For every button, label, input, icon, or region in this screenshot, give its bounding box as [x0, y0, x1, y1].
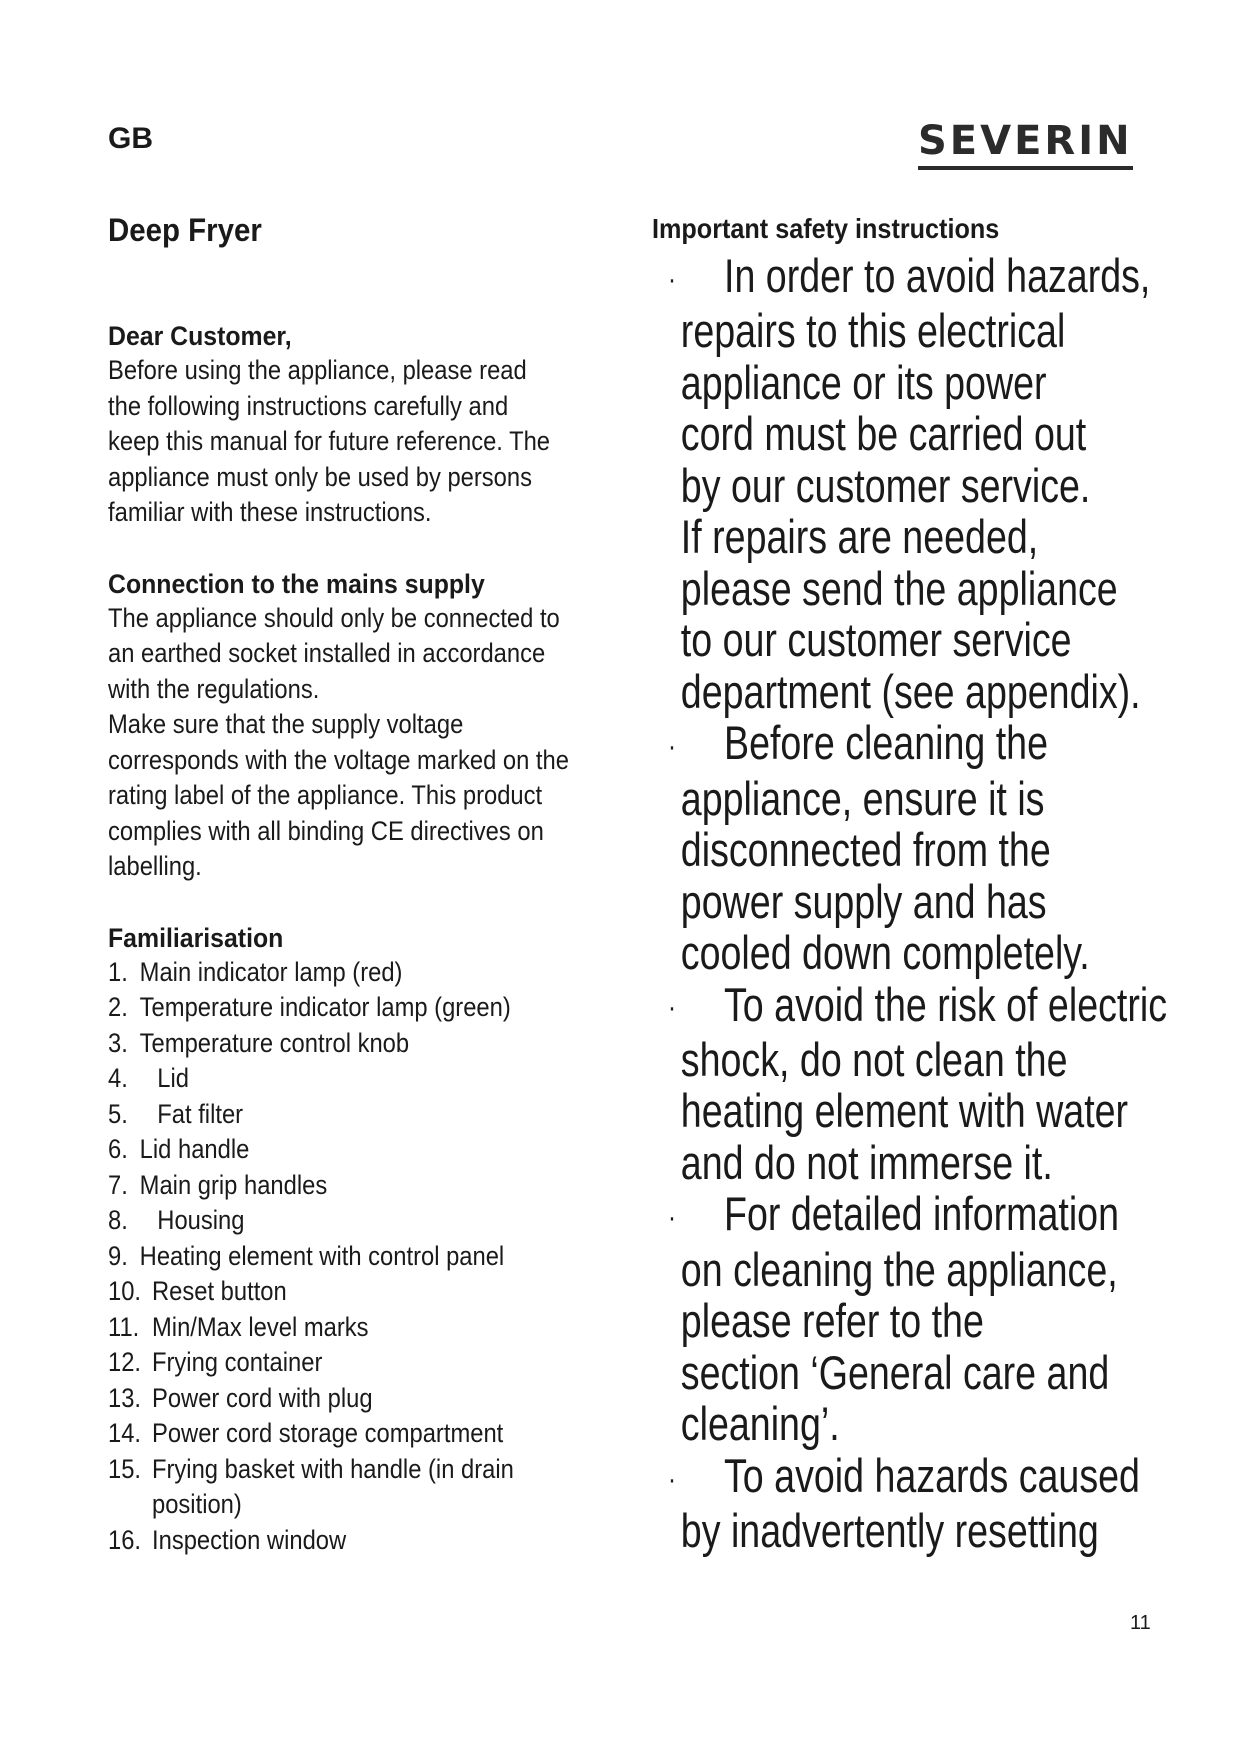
safety-heading: Important safety instructions — [652, 213, 1000, 244]
safety-bullet — [652, 1188, 1212, 1449]
bullet-line: To avoid hazards caused — [724, 1448, 1140, 1502]
list-item — [108, 1168, 636, 1204]
item-number: 16. — [108, 1524, 142, 1555]
item-text: Lid — [157, 1063, 189, 1093]
list-item — [108, 1274, 636, 1310]
item-number: 11. — [108, 1311, 140, 1342]
item-number: 2. — [108, 992, 128, 1022]
item-text: position) — [152, 1489, 242, 1519]
bullet-line: on cleaning the appliance, — [680, 1242, 1118, 1296]
bullet-line: section ‘General care and — [680, 1345, 1110, 1399]
parts-list — [108, 955, 636, 1559]
safety-bullet — [652, 1450, 1212, 1557]
text-line: familiar with these instructions. — [108, 497, 432, 527]
bullet-line: If repairs are needed, — [680, 510, 1039, 564]
item-text: Main grip handles — [139, 1169, 328, 1200]
item-number: 5. — [108, 1098, 128, 1129]
bullet-line: cord must be carried out — [680, 407, 1087, 461]
item-text: Reset button — [152, 1276, 287, 1306]
item-number: 14. — [108, 1418, 142, 1448]
bullet-line: shock, do not clean the — [680, 1032, 1068, 1086]
bullet-line: To avoid the risk of electric — [724, 977, 1168, 1031]
bullet-line: by our customer service. — [680, 458, 1091, 512]
list-item — [108, 1345, 636, 1381]
item-text: Inspection window — [152, 1524, 347, 1555]
bullet-icon: · — [668, 1462, 676, 1496]
text-line: labelling. — [108, 851, 202, 881]
text-line: rating label of the appliance. This product — [108, 780, 543, 810]
list-item — [108, 1203, 636, 1239]
text-line: The appliance should only be connected to — [108, 602, 560, 633]
item-number: 15. — [108, 1453, 142, 1484]
list-item — [108, 1132, 636, 1168]
bullet-line: Before cleaning the — [724, 716, 1049, 770]
safety-bullet — [652, 979, 1212, 1189]
item-number — [108, 1487, 152, 1523]
text-line: keep this manual for future reference. The — [108, 426, 551, 456]
bullet-line: and do not immerse it. — [680, 1135, 1053, 1189]
item-text: Heating element with control panel — [139, 1240, 505, 1271]
list-item — [108, 990, 636, 1026]
text-line: with the regulations. — [108, 673, 320, 704]
brand-logo: SEVERIN — [918, 120, 1133, 170]
text-line: the following instructions carefully and — [108, 390, 509, 421]
bullet-line: For detailed information — [724, 1187, 1120, 1241]
greeting-heading: Dear Customer, — [108, 321, 292, 351]
bullet-line: disconnected from the — [680, 823, 1051, 877]
intro-paragraph — [108, 353, 636, 531]
item-number: 6. — [108, 1134, 128, 1164]
item-text: Power cord with plug — [152, 1382, 373, 1413]
safety-bullet — [652, 250, 1212, 717]
bullet-line: cleaning’. — [680, 1397, 840, 1451]
bullet-icon: · — [668, 730, 676, 764]
bullet-line: In order to avoid hazards, — [724, 249, 1151, 302]
bullet-line: please refer to the — [680, 1294, 984, 1348]
bullet-line: please send the appliance — [680, 561, 1118, 615]
item-text: Min/Max level marks — [152, 1311, 369, 1342]
right-column — [652, 212, 1212, 1557]
text-line: Make sure that the supply voltage — [108, 709, 464, 739]
bullet-line: by inadvertently resetting — [680, 1504, 1099, 1558]
item-number: 1. — [108, 956, 128, 987]
bullet-line: appliance or its power — [680, 355, 1047, 409]
bullet-line: repairs to this electrical — [680, 304, 1066, 358]
item-number: 3. — [108, 1027, 128, 1058]
bullet-line: to our customer service — [680, 613, 1072, 667]
item-text: Temperature control knob — [139, 1027, 410, 1058]
bullet-icon: · — [668, 1201, 676, 1235]
item-number: 13. — [108, 1382, 142, 1413]
text-line: Before using the appliance, please read — [108, 355, 527, 385]
bullet-line: cooled down completely. — [680, 926, 1090, 980]
text-line: an earthed socket installed in accordance — [108, 638, 546, 668]
item-text: Frying basket with handle (in drain — [152, 1453, 514, 1484]
text-line: appliance must only be used by persons — [108, 461, 532, 492]
list-item — [108, 1239, 636, 1275]
item-number: 7. — [108, 1169, 128, 1200]
list-item — [108, 1381, 636, 1417]
item-number: 4. — [108, 1063, 128, 1093]
left-column — [108, 212, 628, 1558]
item-number: 9. — [108, 1240, 128, 1271]
mains-heading: Connection to the mains supply — [108, 568, 485, 599]
list-item — [108, 1416, 636, 1452]
list-item — [108, 955, 636, 991]
list-item — [108, 1310, 636, 1346]
language-code: GB — [108, 122, 153, 155]
text-line: corresponds with the voltage marked on the — [108, 744, 569, 775]
item-text: Temperature indicator lamp (green) — [139, 992, 511, 1022]
item-text: Lid handle — [139, 1134, 250, 1164]
list-item — [108, 1026, 636, 1062]
bullet-line: heating element with water — [680, 1084, 1129, 1138]
mains-paragraph — [108, 601, 636, 885]
bullet-icon: · — [668, 991, 676, 1025]
page-number: 11 — [1130, 1612, 1151, 1634]
familiarisation-heading: Familiarisation — [108, 922, 284, 953]
list-item — [108, 1097, 636, 1133]
item-text: Main indicator lamp (red) — [139, 956, 403, 987]
list-item — [108, 1523, 636, 1559]
item-number: 12. — [108, 1347, 142, 1377]
page-title: Deep Fryer — [108, 212, 262, 248]
list-item — [108, 1487, 636, 1523]
bullet-line: appliance, ensure it is — [680, 771, 1045, 825]
bullet-icon: · — [668, 262, 676, 296]
item-text: Fat filter — [157, 1098, 244, 1129]
item-text: Power cord storage compartment — [152, 1418, 504, 1448]
item-number: 8. — [108, 1205, 128, 1235]
item-text: Frying container — [152, 1347, 323, 1377]
text-line: complies with all binding CE directives on — [108, 815, 544, 846]
list-item — [108, 1452, 636, 1488]
bullet-line: department (see appendix). — [680, 664, 1141, 718]
item-number: 10. — [108, 1276, 142, 1306]
item-text: Housing — [157, 1205, 245, 1235]
safety-bullet — [652, 717, 1212, 978]
list-item — [108, 1061, 636, 1097]
bullet-line: power supply and has — [680, 874, 1047, 928]
